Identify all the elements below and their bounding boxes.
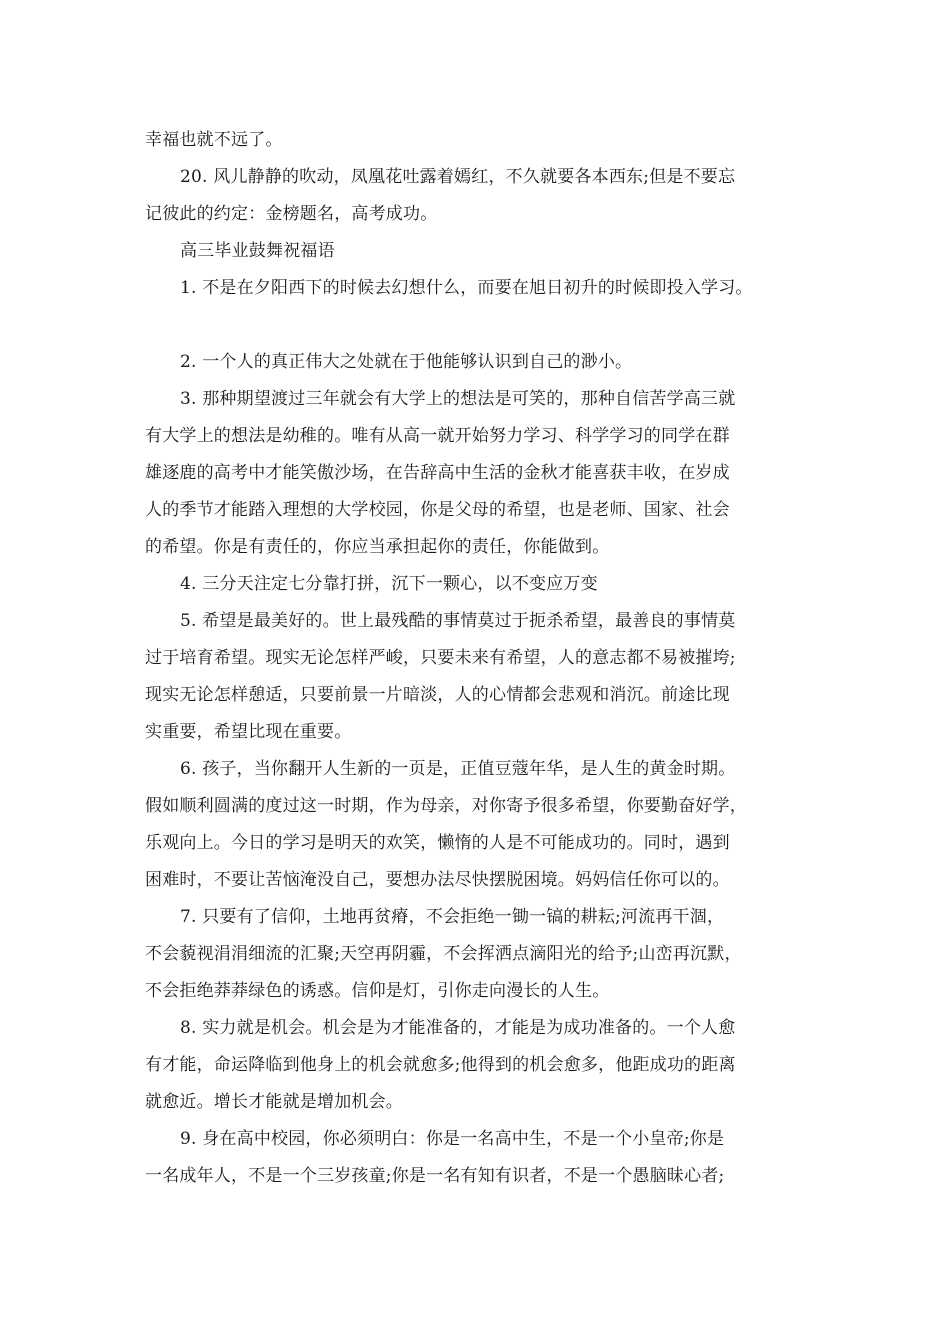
text-line: 就愈近。增长才能就是增加机会。 [145, 1092, 403, 1112]
text-line: 假如顺利圆满的度过这一时期，作为母亲，对你寄予很多希望，你要勤奋好学， [145, 796, 747, 816]
text-line: 5. 希望是最美好的。世上最残酷的事情莫过于扼杀希望，最善良的事情莫 [180, 611, 736, 631]
text-line: 人的季节才能踏入理想的大学校园，你是父母的希望，也是老师、国家、社会 [145, 500, 730, 520]
text-line: 7. 只要有了信仰，土地再贫瘠，不会拒绝一锄一镐的耕耘;河流再干涸， [180, 907, 725, 927]
text-line: 不会藐视涓涓细流的汇聚;天空再阴霾，不会挥洒点滴阳光的给予;山峦再沉默， [145, 944, 742, 964]
text-line: 2. 一个人的真正伟大之处就在于他能够认识到自己的渺小。 [180, 352, 633, 372]
text-line: 实重要，希望比现在重要。 [145, 722, 352, 742]
text-line: 9. 身在高中校园，你必须明白：你是一名高中生，不是一个小皇帝;你是 [180, 1129, 725, 1149]
text-line: 6. 孩子，当你翻开人生新的一页是，正值豆蔻年华，是人生的黄金时期。 [180, 759, 736, 779]
text-line: 有大学上的想法是幼稚的。唯有从高一就开始努力学习、科学学习的同学在群 [145, 426, 730, 446]
text-line: 不会拒绝莽莽绿色的诱惑。信仰是灯，引你走向漫长的人生。 [145, 981, 610, 1001]
text-line: 一名成年人，不是一个三岁孩童;你是一名有知有识者，不是一个愚脑昧心者; [145, 1166, 725, 1186]
text-line: 现实无论怎样憩适，只要前景一片暗淡，人的心情都会悲观和消沉。前途比现 [145, 685, 730, 705]
text-line: 1. 不是在夕阳西下的时候去幻想什么，而要在旭日初升的时候即投入学习。 [180, 278, 753, 298]
text-line: 记彼此的约定：金榜题名，高考成功。 [145, 204, 438, 224]
text-line: 幸福也就不远了。 [145, 130, 283, 150]
section-heading: 高三毕业鼓舞祝福语 [180, 241, 335, 261]
text-line: 有才能，命运降临到他身上的机会就愈多;他得到的机会愈多，他距成功的距离 [145, 1055, 736, 1075]
text-line: 8. 实力就是机会。机会是为才能准备的，才能是为成功准备的。一个人愈 [180, 1018, 736, 1038]
text-line: 过于培育希望。现实无论怎样严峻，只要未来有希望，人的意志都不易被摧垮; [145, 648, 736, 668]
text-line: 困难时，不要让苦恼淹没自己，要想办法尽快摆脱困境。妈妈信任你可以的。 [145, 870, 730, 890]
text-line: 4. 三分天注定七分靠打拼，沉下一颗心，以不变应万变 [180, 574, 598, 594]
text-line: 20. 风儿静静的吹动，凤凰花吐露着嫣红，不久就要各本西东;但是不要忘 [180, 167, 736, 187]
text-line: 雄逐鹿的高考中才能笑傲沙场，在告辞高中生活的金秋才能喜获丰收，在岁成 [145, 463, 730, 483]
text-line: 乐观向上。今日的学习是明天的欢笑，懒惰的人是不可能成功的。同时，遇到 [145, 833, 730, 853]
text-line: 3. 那种期望渡过三年就会有大学上的想法是可笑的，那种自信苦学高三就 [180, 389, 736, 409]
text-line: 的希望。你是有责任的，你应当承担起你的责任，你能做到。 [145, 537, 610, 557]
